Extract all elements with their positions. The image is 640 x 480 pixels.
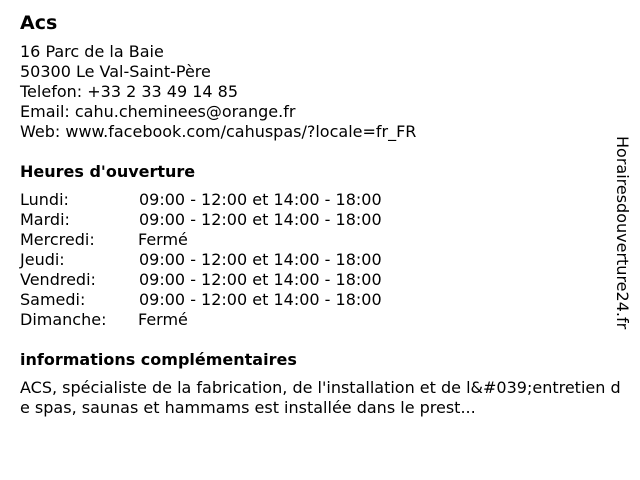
hours-row-dimanche xyxy=(20,310,620,330)
hours-day: Samedi: xyxy=(20,290,86,309)
hours-time: 09:00 - 12:00 et 14:00 - 18:00 xyxy=(139,290,382,309)
hours-time: Fermé xyxy=(138,310,188,329)
hours-day: Lundi: xyxy=(20,190,69,209)
hours-time: Fermé xyxy=(138,230,188,249)
email-line: Email: cahu.cheminees@orange.fr xyxy=(20,102,296,121)
hours-day: Vendredi: xyxy=(20,270,96,289)
address-line-2: 50300 Le Val-Saint-Père xyxy=(20,62,211,81)
hours-row-jeudi xyxy=(20,250,620,270)
site-watermark: Horairesdouverture24.fr xyxy=(613,136,632,330)
hours-day: Dimanche: xyxy=(20,310,107,329)
hours-time: 09:00 - 12:00 et 14:00 - 18:00 xyxy=(139,190,382,209)
hours-row-vendredi xyxy=(20,270,620,290)
hours-row-lundi xyxy=(20,190,620,210)
hours-day: Jeudi: xyxy=(20,250,65,269)
hours-day: Mercredi: xyxy=(20,230,95,249)
hours-row-samedi xyxy=(20,290,620,310)
hours-row-mercredi xyxy=(20,230,620,250)
business-name: Acs xyxy=(20,12,58,34)
additional-info-text: ACS, spécialiste de la fabrication, de l'installation et de l&#039;entretien de spas, saunas et hammams est installée dans le prest... xyxy=(20,378,621,417)
additional-info-heading: informations complémentaires xyxy=(20,350,297,369)
hours-day: Mardi: xyxy=(20,210,70,229)
hours-time: 09:00 - 12:00 et 14:00 - 18:00 xyxy=(139,210,382,229)
web-line: Web: www.facebook.com/cahuspas/?locale=fr_FR xyxy=(20,122,417,141)
hours-row-mardi xyxy=(20,210,620,230)
phone-line: Telefon: +33 2 33 49 14 85 xyxy=(20,82,239,101)
hours-time: 09:00 - 12:00 et 14:00 - 18:00 xyxy=(139,270,382,289)
opening-hours-list xyxy=(20,190,620,330)
business-listing xyxy=(20,10,620,418)
hours-time: 09:00 - 12:00 et 14:00 - 18:00 xyxy=(139,250,382,269)
address-line-1: 16 Parc de la Baie xyxy=(20,42,164,61)
opening-hours-heading: Heures d'ouverture xyxy=(20,162,196,181)
